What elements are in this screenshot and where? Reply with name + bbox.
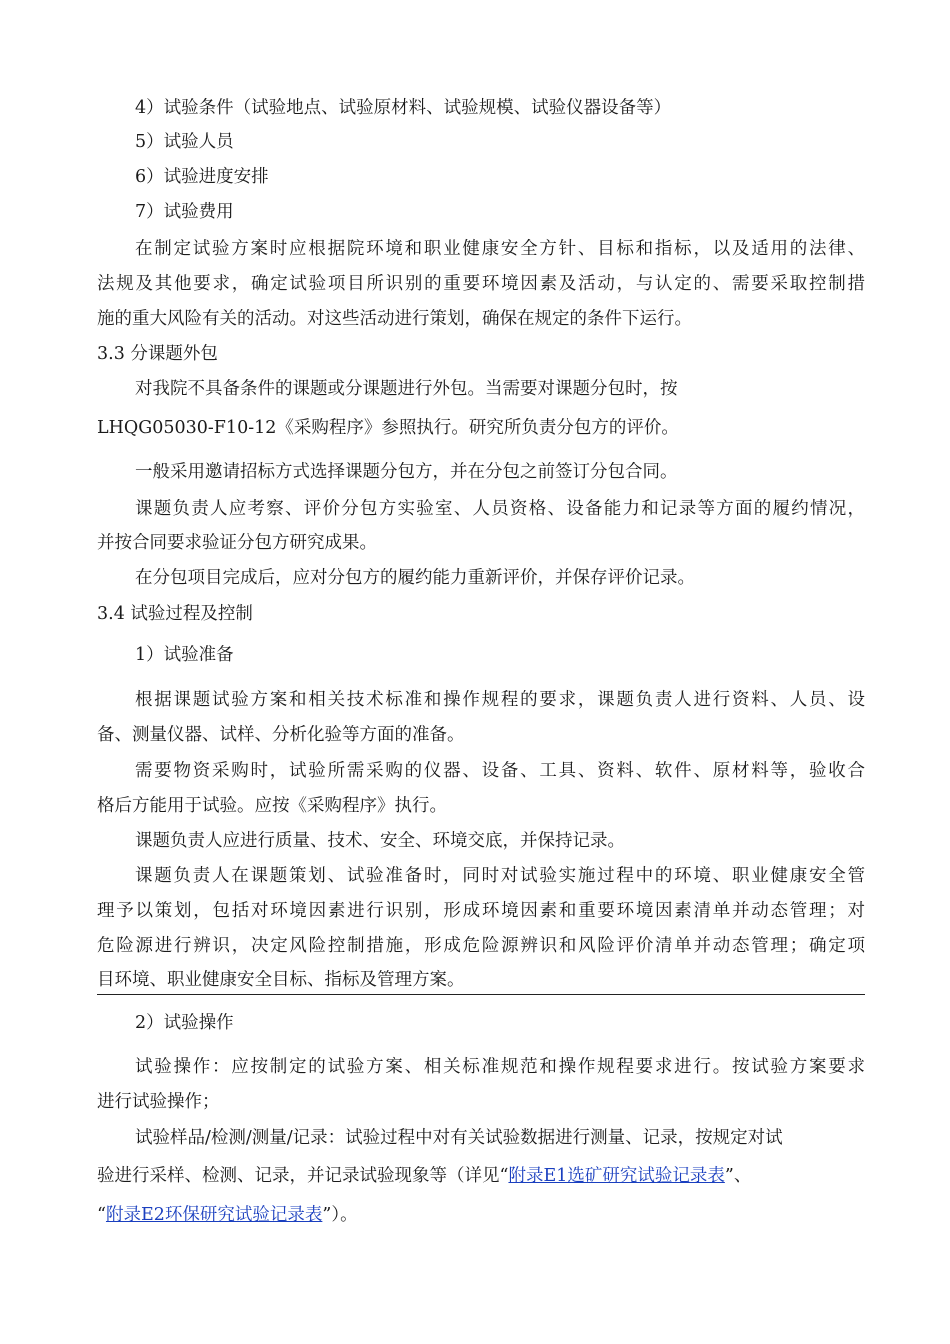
- horizontal-rule: [97, 994, 865, 995]
- paragraph-text: ”、: [724, 1166, 752, 1186]
- paragraph-line: 危险源进行辨识，决定风险控制措施，形成危险源辨识和风险评价清单并动态管理；确定项: [97, 936, 865, 956]
- paragraph-line: 课题负责人应进行质量、技术、安全、环境交底，并保持记录。: [135, 831, 625, 851]
- paragraph-text: ”）。: [322, 1205, 358, 1225]
- paragraph-line: 对我院不具备条件的课题或分课题进行外包。当需要对课题分包时，按: [135, 379, 678, 399]
- paragraph-text: “: [97, 1205, 106, 1225]
- paragraph-line: 一般采用邀请招标方式选择课题分包方，并在分包之前签订分包合同。: [135, 462, 678, 482]
- paragraph-line-with-link: [97, 1203, 358, 1227]
- section-heading-3-4: 3.4 试验过程及控制: [97, 604, 253, 624]
- paragraph-line: 试验操作：应按制定的试验方案、相关标准规范和操作规程要求进行。按试验方案要求: [135, 1057, 865, 1077]
- paragraph-line: 施的重大风险有关的活动。对这些活动进行策划，确保在规定的条件下运行。: [97, 309, 692, 329]
- paragraph-line: 课题负责人在课题策划、试验准备时，同时对试验实施过程中的环境、职业健康安全管: [135, 866, 865, 886]
- list-item-test-conditions: 4）试验条件（试验地点、试验原材料、试验规模、试验仪器设备等）: [135, 98, 672, 118]
- list-item-test-cost: 7）试验费用: [135, 202, 234, 222]
- paragraph-line: 课题负责人应考察、评价分包方实验室、人员资格、设备能力和记录等方面的履约情况，: [135, 499, 865, 519]
- subsection-heading-test-preparation: 1）试验准备: [135, 645, 234, 665]
- subsection-heading-test-operation: 2）试验操作: [135, 1013, 234, 1033]
- paragraph-line: 并按合同要求验证分包方研究成果。: [97, 533, 377, 553]
- paragraph-line: 格后方能用于试验。应按《采购程序》执行。: [97, 796, 447, 816]
- paragraph-line: 理予以策划，包括对环境因素进行识别，形成环境因素和重要环境因素清单并动态管理；对: [97, 901, 865, 921]
- paragraph-text: 验进行采样、检测、记录，并记录试验现象等（详见“: [97, 1166, 509, 1186]
- paragraph-line: 目环境、职业健康安全目标、指标及管理方案。: [97, 970, 465, 990]
- paragraph-line: 备、测量仪器、试样、分析化验等方面的准备。: [97, 725, 465, 745]
- paragraph-line: 需要物资采购时，试验所需采购的仪器、设备、工具、资料、软件、原材料等，验收合: [135, 761, 865, 781]
- appendix-e1-link[interactable]: 附录E1选矿研究试验记录表: [508, 1166, 725, 1186]
- paragraph-line: 法规及其他要求，确定试验项目所识别的重要环境因素及活动，与认定的、需要采取控制措: [97, 274, 865, 294]
- paragraph-line: LHQG05030-F10-12《采购程序》参照执行。研究所负责分包方的评价。: [97, 418, 679, 438]
- paragraph-line-with-link: [97, 1164, 751, 1188]
- list-item-test-personnel: 5）试验人员: [135, 132, 234, 152]
- paragraph-line: 在制定试验方案时应根据院环境和职业健康安全方针、目标和指标，以及适用的法律、: [135, 239, 865, 259]
- list-item-test-schedule: 6）试验进度安排: [135, 167, 269, 187]
- paragraph-line: 根据课题试验方案和相关技术标准和操作规程的要求，课题负责人进行资料、人员、设: [135, 690, 865, 710]
- paragraph-line: 试验样品/检测/测量/记录：试验过程中对有关试验数据进行测量、记录，按规定对试: [135, 1128, 783, 1148]
- section-heading-3-3: 3.3 分课题外包: [97, 344, 218, 364]
- appendix-e2-link[interactable]: 附录E2环保研究试验记录表: [105, 1205, 323, 1225]
- paragraph-line: 在分包项目完成后，应对分包方的履约能力重新评价，并保存评价记录。: [135, 568, 695, 588]
- paragraph-line: 进行试验操作；: [97, 1092, 220, 1112]
